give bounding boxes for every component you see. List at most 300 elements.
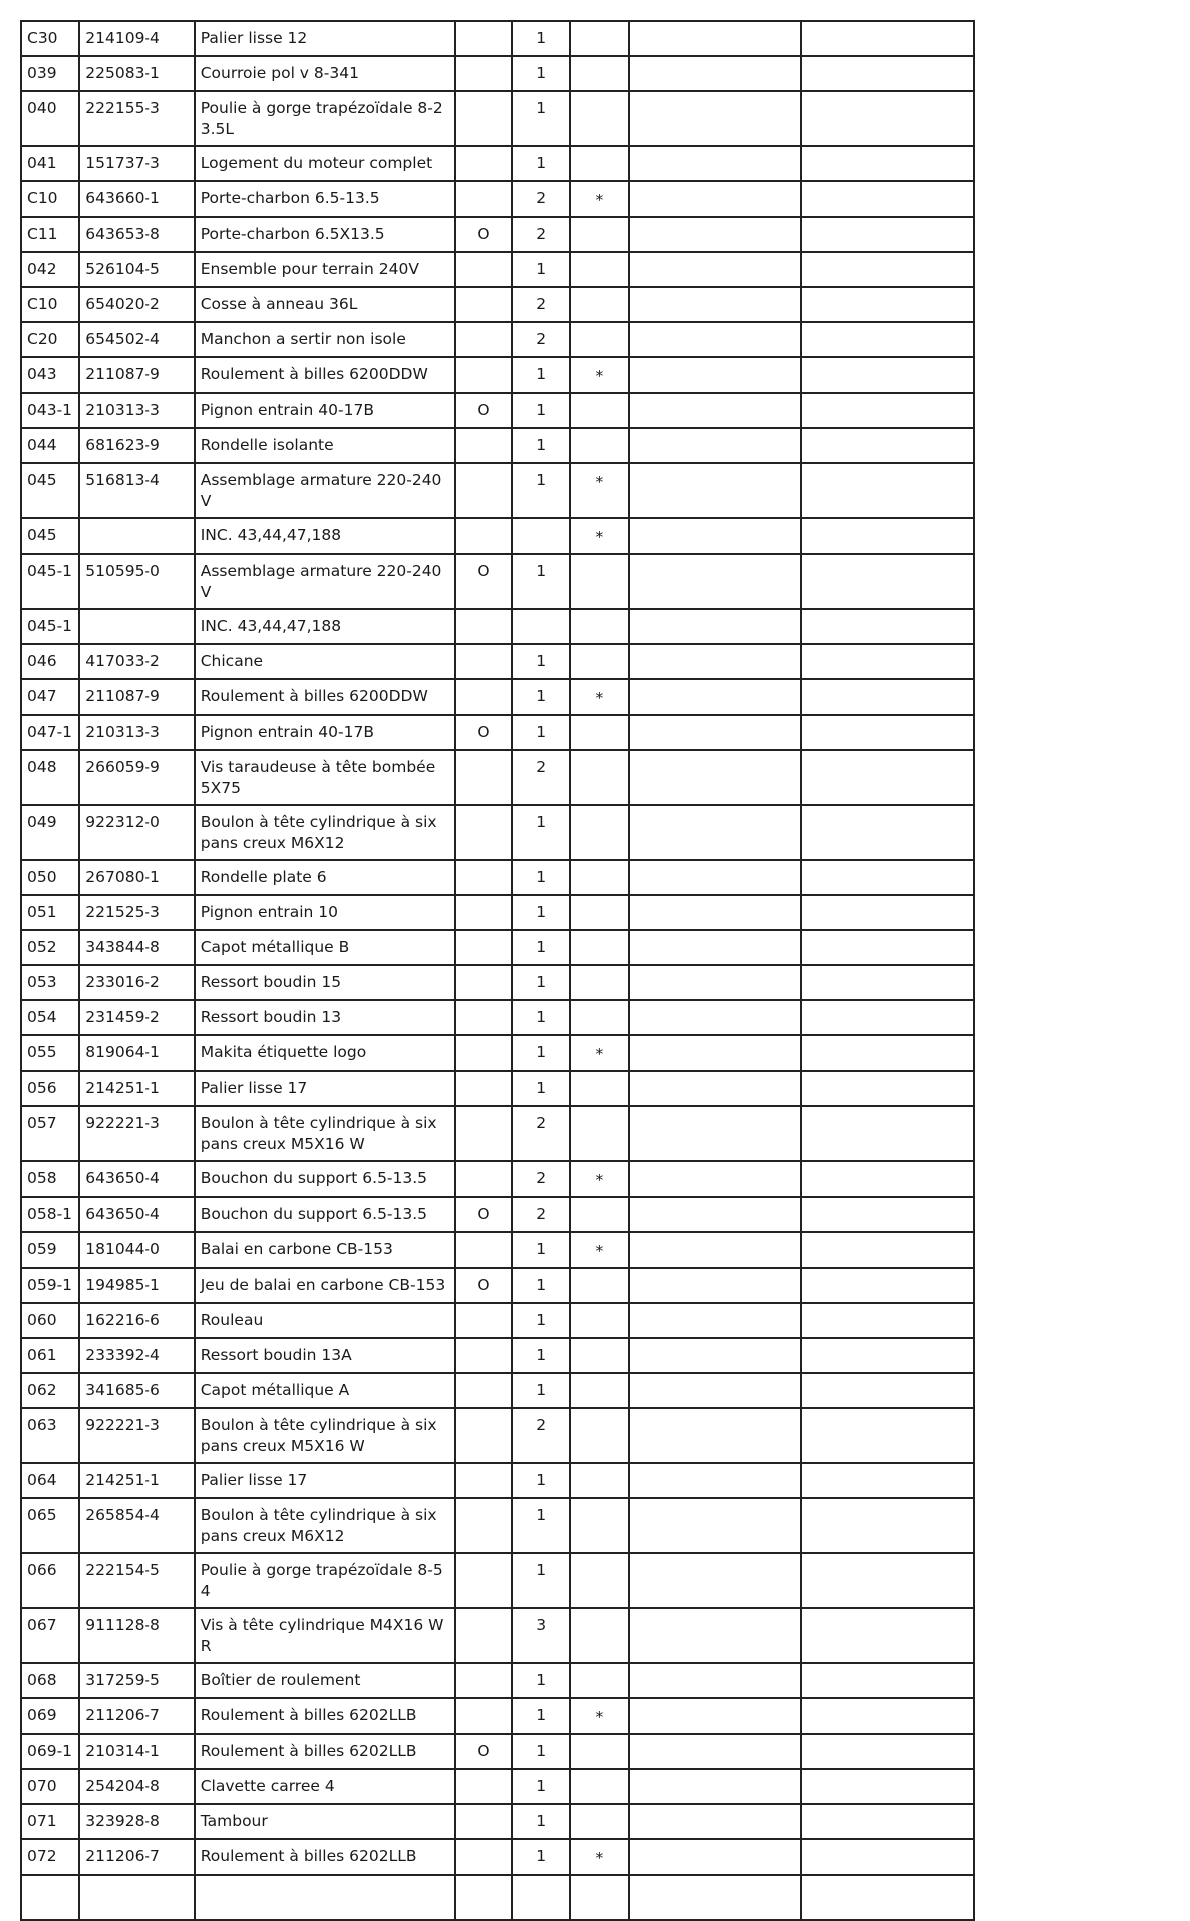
cell-description: Pignon entrain 40-17B [195, 715, 455, 750]
cell-empty [801, 287, 974, 322]
cell-ref: C20 [21, 322, 79, 357]
cell-ref: 045-1 [21, 554, 79, 609]
cell-description: Bouchon du support 6.5-13.5 [195, 1161, 455, 1197]
cell-description: Vis taraudeuse à tête bombée 5X75 [195, 750, 455, 805]
cell-part-number: 254204-8 [79, 1769, 194, 1804]
cell-empty [801, 805, 974, 860]
cell-empty [801, 1338, 974, 1373]
cell-option [455, 750, 512, 805]
cell-ref: 064 [21, 1463, 79, 1498]
cell-mark: * [570, 463, 628, 518]
table-row [21, 357, 974, 393]
cell-ref: C10 [21, 287, 79, 322]
cell-description: Roulement à billes 6202LLB [195, 1698, 455, 1734]
cell-description: Roulement à billes 6200DDW [195, 357, 455, 393]
cell-description: Pignon entrain 10 [195, 895, 455, 930]
cell-quantity: 1 [512, 91, 570, 146]
table-row [21, 930, 974, 965]
cell-empty [801, 895, 974, 930]
cell-quantity: 1 [512, 1553, 570, 1608]
cell-description: Manchon a sertir non isole [195, 322, 455, 357]
cell-part-number: 323928-8 [79, 1804, 194, 1839]
cell-mark [570, 554, 628, 609]
cell-option [455, 679, 512, 715]
cell-ref: 053 [21, 965, 79, 1000]
parts-list-page [20, 20, 975, 1867]
cell-part-number: 194985-1 [79, 1268, 194, 1303]
cell-option: O [455, 1734, 512, 1769]
table-row [21, 1408, 974, 1463]
cell-description: Poulie à gorge trapézoïdale 8-23.5L [195, 91, 455, 146]
cell-part-number: 516813-4 [79, 463, 194, 518]
cell-option [455, 56, 512, 91]
cell-empty [801, 1197, 974, 1232]
cell-empty [629, 428, 802, 463]
cell-description: Bouchon du support 6.5-13.5 [195, 1197, 455, 1232]
cell-quantity: 1 [512, 357, 570, 393]
table-row [21, 91, 974, 146]
cell-quantity: 2 [512, 1106, 570, 1161]
cell-quantity: 3 [512, 1608, 570, 1663]
cell-empty [629, 1106, 802, 1161]
cell-description: Ressort boudin 13 [195, 1000, 455, 1035]
cell-empty [629, 1875, 802, 1920]
cell-ref: 059-1 [21, 1268, 79, 1303]
cell-option: O [455, 393, 512, 428]
cell-mark [570, 805, 628, 860]
table-row [21, 860, 974, 895]
table-row [21, 393, 974, 428]
cell-description: Balai en carbone CB-153 [195, 1232, 455, 1268]
cell-mark: * [570, 357, 628, 393]
cell-mark [570, 1303, 628, 1338]
table-row [21, 1698, 974, 1734]
cell-empty [629, 217, 802, 252]
table-row [21, 463, 974, 518]
cell-empty [629, 1373, 802, 1408]
cell-empty [801, 1498, 974, 1553]
cell-empty [629, 1804, 802, 1839]
cell-mark [570, 1373, 628, 1408]
cell-option [455, 1408, 512, 1463]
cell-mark [570, 1071, 628, 1106]
cell-quantity [512, 518, 570, 554]
cell-empty [801, 1698, 974, 1734]
cell-description: Porte-charbon 6.5X13.5 [195, 217, 455, 252]
cell-ref: 061 [21, 1338, 79, 1373]
table-row [21, 146, 974, 181]
cell-description: Capot métallique A [195, 1373, 455, 1408]
table-row [21, 252, 974, 287]
cell-empty [801, 750, 974, 805]
cell-part-number: 643650-4 [79, 1197, 194, 1232]
cell-mark [570, 1268, 628, 1303]
cell-mark [570, 287, 628, 322]
cell-empty [801, 1035, 974, 1071]
cell-ref: 048 [21, 750, 79, 805]
cell-option [455, 1232, 512, 1268]
cell-empty [801, 1268, 974, 1303]
cell-mark [570, 930, 628, 965]
cell-empty [801, 1839, 974, 1875]
cell-mark: * [570, 1232, 628, 1268]
cell-empty [801, 393, 974, 428]
cell-empty [801, 56, 974, 91]
cell-option [455, 21, 512, 56]
cell-part-number: 211087-9 [79, 679, 194, 715]
cell-empty [629, 1303, 802, 1338]
cell-part-number: 233016-2 [79, 965, 194, 1000]
cell-part-number: 214251-1 [79, 1463, 194, 1498]
cell-quantity: 1 [512, 56, 570, 91]
cell-option [455, 1106, 512, 1161]
cell-quantity: 1 [512, 930, 570, 965]
cell-empty [629, 644, 802, 679]
cell-ref: 042 [21, 252, 79, 287]
table-row [21, 428, 974, 463]
cell-ref: 047 [21, 679, 79, 715]
cell-quantity: 1 [512, 860, 570, 895]
cell-description: Boulon à tête cylindrique à six pans creux M6X12 [195, 805, 455, 860]
table-row [21, 609, 974, 644]
cell-option [455, 1608, 512, 1663]
cell-empty [801, 1663, 974, 1698]
table-row [21, 805, 974, 860]
cell-empty [629, 679, 802, 715]
cell-empty [801, 1232, 974, 1268]
table-row [21, 1663, 974, 1698]
cell-part-number: 317259-5 [79, 1663, 194, 1698]
cell-empty [801, 609, 974, 644]
cell-mark [570, 1197, 628, 1232]
cell-part-number: 922312-0 [79, 805, 194, 860]
cell-mark [570, 428, 628, 463]
cell-empty [629, 21, 802, 56]
cell-quantity: 1 [512, 252, 570, 287]
cell-option [455, 860, 512, 895]
cell-part-number: 417033-2 [79, 644, 194, 679]
cell-description: Boîtier de roulement [195, 1663, 455, 1698]
cell-option [455, 287, 512, 322]
table-row [21, 554, 974, 609]
cell-ref: 047-1 [21, 715, 79, 750]
cell-ref: 045-1 [21, 609, 79, 644]
cell-ref: 043 [21, 357, 79, 393]
cell-ref: 069 [21, 1698, 79, 1734]
cell-empty [629, 1498, 802, 1553]
cell-quantity: 2 [512, 1197, 570, 1232]
table-row [21, 1268, 974, 1303]
table-row [21, 287, 974, 322]
cell-part-number: 222154-5 [79, 1553, 194, 1608]
cell-quantity: 1 [512, 1035, 570, 1071]
cell-ref: 066 [21, 1553, 79, 1608]
cell-part-number: 266059-9 [79, 750, 194, 805]
cell-empty [801, 1071, 974, 1106]
cell-empty [629, 1197, 802, 1232]
table-row [21, 1875, 974, 1920]
cell-empty [801, 1463, 974, 1498]
cell-description: Cosse à anneau 36L [195, 287, 455, 322]
cell-description: Roulement à billes 6202LLB [195, 1734, 455, 1769]
cell-quantity: 1 [512, 21, 570, 56]
cell-description: Boulon à tête cylindrique à six pans creux M5X16 W [195, 1408, 455, 1463]
table-row [21, 644, 974, 679]
table-row [21, 1804, 974, 1839]
cell-option [455, 463, 512, 518]
cell-quantity: 2 [512, 287, 570, 322]
cell-quantity: 1 [512, 463, 570, 518]
table-row [21, 1769, 974, 1804]
cell-mark [570, 146, 628, 181]
cell-ref: 058-1 [21, 1197, 79, 1232]
cell-empty [629, 1769, 802, 1804]
cell-quantity: 1 [512, 965, 570, 1000]
table-row [21, 1608, 974, 1663]
cell-option [455, 1839, 512, 1875]
cell-mark: * [570, 1839, 628, 1875]
cell-empty [629, 287, 802, 322]
cell-quantity: 1 [512, 1463, 570, 1498]
cell-quantity: 1 [512, 1268, 570, 1303]
cell-quantity [512, 609, 570, 644]
cell-quantity: 1 [512, 715, 570, 750]
cell-description: Chicane [195, 644, 455, 679]
cell-empty [629, 715, 802, 750]
cell-part-number: 210314-1 [79, 1734, 194, 1769]
cell-quantity: 1 [512, 428, 570, 463]
table-row [21, 895, 974, 930]
cell-empty [629, 1463, 802, 1498]
cell-part-number [79, 518, 194, 554]
cell-empty [801, 146, 974, 181]
cell-option [455, 518, 512, 554]
cell-ref: 039 [21, 56, 79, 91]
cell-option [455, 1000, 512, 1035]
cell-empty [629, 393, 802, 428]
cell-ref: 068 [21, 1663, 79, 1698]
cell-empty [801, 1373, 974, 1408]
cell-empty [629, 965, 802, 1000]
cell-part-number: 643660-1 [79, 181, 194, 217]
cell-quantity: 2 [512, 217, 570, 252]
table-row [21, 21, 974, 56]
table-row [21, 965, 974, 1000]
cell-part-number: 265854-4 [79, 1498, 194, 1553]
cell-ref: 057 [21, 1106, 79, 1161]
cell-option [455, 965, 512, 1000]
table-row [21, 1553, 974, 1608]
cell-option [455, 1698, 512, 1734]
cell-option [455, 1303, 512, 1338]
cell-empty [629, 1000, 802, 1035]
cell-ref: 044 [21, 428, 79, 463]
cell-option [455, 428, 512, 463]
cell-ref: 045 [21, 518, 79, 554]
cell-empty [629, 1338, 802, 1373]
cell-empty [629, 518, 802, 554]
cell-empty [629, 860, 802, 895]
cell-empty [629, 895, 802, 930]
cell-description: Roulement à billes 6202LLB [195, 1839, 455, 1875]
cell-empty [801, 860, 974, 895]
cell-quantity: 2 [512, 181, 570, 217]
table-row [21, 1338, 974, 1373]
cell-quantity: 1 [512, 1698, 570, 1734]
cell-empty [801, 1303, 974, 1338]
cell-empty [801, 1553, 974, 1608]
cell-empty [801, 1161, 974, 1197]
cell-empty [801, 1106, 974, 1161]
cell-description: Vis à tête cylindrique M4X16 WR [195, 1608, 455, 1663]
cell-empty [629, 1071, 802, 1106]
cell-empty [801, 1000, 974, 1035]
cell-ref: 050 [21, 860, 79, 895]
cell-empty [629, 930, 802, 965]
cell-empty [629, 322, 802, 357]
cell-description [195, 1875, 455, 1920]
cell-empty [801, 1875, 974, 1920]
cell-mark: * [570, 181, 628, 217]
cell-quantity [512, 1875, 570, 1920]
cell-part-number: 341685-6 [79, 1373, 194, 1408]
cell-quantity: 1 [512, 1232, 570, 1268]
cell-part-number [79, 609, 194, 644]
cell-ref: 040 [21, 91, 79, 146]
cell-description: INC. 43,44,47,188 [195, 518, 455, 554]
parts-table [20, 20, 975, 1921]
cell-description: Logement du moteur complet [195, 146, 455, 181]
cell-ref: 059 [21, 1232, 79, 1268]
cell-ref: 070 [21, 1769, 79, 1804]
cell-ref: 051 [21, 895, 79, 930]
cell-option [455, 1498, 512, 1553]
cell-description: Porte-charbon 6.5-13.5 [195, 181, 455, 217]
table-row [21, 1734, 974, 1769]
table-row [21, 1463, 974, 1498]
cell-mark: * [570, 679, 628, 715]
table-row [21, 1197, 974, 1232]
cell-description: Ressort boudin 13A [195, 1338, 455, 1373]
cell-empty [801, 1804, 974, 1839]
cell-empty [629, 1161, 802, 1197]
cell-quantity: 1 [512, 1338, 570, 1373]
cell-empty [629, 463, 802, 518]
cell-part-number: 211206-7 [79, 1839, 194, 1875]
cell-empty [629, 1698, 802, 1734]
cell-ref: C10 [21, 181, 79, 217]
cell-ref: 046 [21, 644, 79, 679]
cell-mark [570, 895, 628, 930]
cell-quantity: 1 [512, 1303, 570, 1338]
cell-part-number: 643650-4 [79, 1161, 194, 1197]
cell-quantity: 2 [512, 1161, 570, 1197]
cell-part-number: 681623-9 [79, 428, 194, 463]
cell-ref: 062 [21, 1373, 79, 1408]
cell-option [455, 644, 512, 679]
cell-empty [801, 1608, 974, 1663]
cell-empty [801, 715, 974, 750]
cell-empty [629, 1663, 802, 1698]
cell-part-number: 343844-8 [79, 930, 194, 965]
cell-ref: 043-1 [21, 393, 79, 428]
cell-empty [801, 322, 974, 357]
parts-table-body [21, 21, 974, 1920]
cell-option [455, 1553, 512, 1608]
cell-mark [570, 1553, 628, 1608]
cell-ref: 060 [21, 1303, 79, 1338]
cell-quantity: 2 [512, 1408, 570, 1463]
cell-option [455, 1804, 512, 1839]
cell-description: Boulon à tête cylindrique à six pans creux M6X12 [195, 1498, 455, 1553]
cell-empty [801, 1734, 974, 1769]
cell-part-number: 654020-2 [79, 287, 194, 322]
cell-option [455, 1071, 512, 1106]
cell-description: Courroie pol v 8-341 [195, 56, 455, 91]
cell-option [455, 895, 512, 930]
cell-ref: C11 [21, 217, 79, 252]
cell-mark [570, 1663, 628, 1698]
cell-part-number: 151737-3 [79, 146, 194, 181]
table-row [21, 1303, 974, 1338]
cell-empty [629, 1035, 802, 1071]
cell-empty [801, 518, 974, 554]
cell-description: Tambour [195, 1804, 455, 1839]
cell-mark [570, 750, 628, 805]
cell-empty [629, 1408, 802, 1463]
cell-part-number: 210313-3 [79, 715, 194, 750]
cell-empty [629, 1232, 802, 1268]
table-row [21, 1498, 974, 1553]
cell-description: Assemblage armature 220-240V [195, 463, 455, 518]
cell-empty [629, 1839, 802, 1875]
cell-option [455, 1035, 512, 1071]
cell-part-number [79, 1875, 194, 1920]
cell-part-number: 510595-0 [79, 554, 194, 609]
cell-option: O [455, 715, 512, 750]
table-row [21, 1071, 974, 1106]
table-row [21, 1000, 974, 1035]
cell-option: O [455, 1268, 512, 1303]
cell-description: Assemblage armature 220-240V [195, 554, 455, 609]
cell-empty [801, 1408, 974, 1463]
cell-quantity: 1 [512, 679, 570, 715]
table-row [21, 1106, 974, 1161]
cell-mark [570, 1769, 628, 1804]
cell-quantity: 1 [512, 805, 570, 860]
table-row [21, 1035, 974, 1071]
table-row [21, 56, 974, 91]
cell-option [455, 1875, 512, 1920]
cell-ref: 058 [21, 1161, 79, 1197]
cell-mark [570, 1408, 628, 1463]
table-row [21, 322, 974, 357]
cell-option [455, 1373, 512, 1408]
cell-ref [21, 1875, 79, 1920]
cell-option [455, 1769, 512, 1804]
cell-quantity: 1 [512, 393, 570, 428]
cell-mark [570, 609, 628, 644]
cell-option [455, 1663, 512, 1698]
cell-empty [801, 930, 974, 965]
cell-option: O [455, 554, 512, 609]
cell-mark: * [570, 1035, 628, 1071]
cell-mark [570, 965, 628, 1000]
cell-mark [570, 393, 628, 428]
cell-description: Rondelle isolante [195, 428, 455, 463]
cell-mark: * [570, 518, 628, 554]
cell-option [455, 357, 512, 393]
